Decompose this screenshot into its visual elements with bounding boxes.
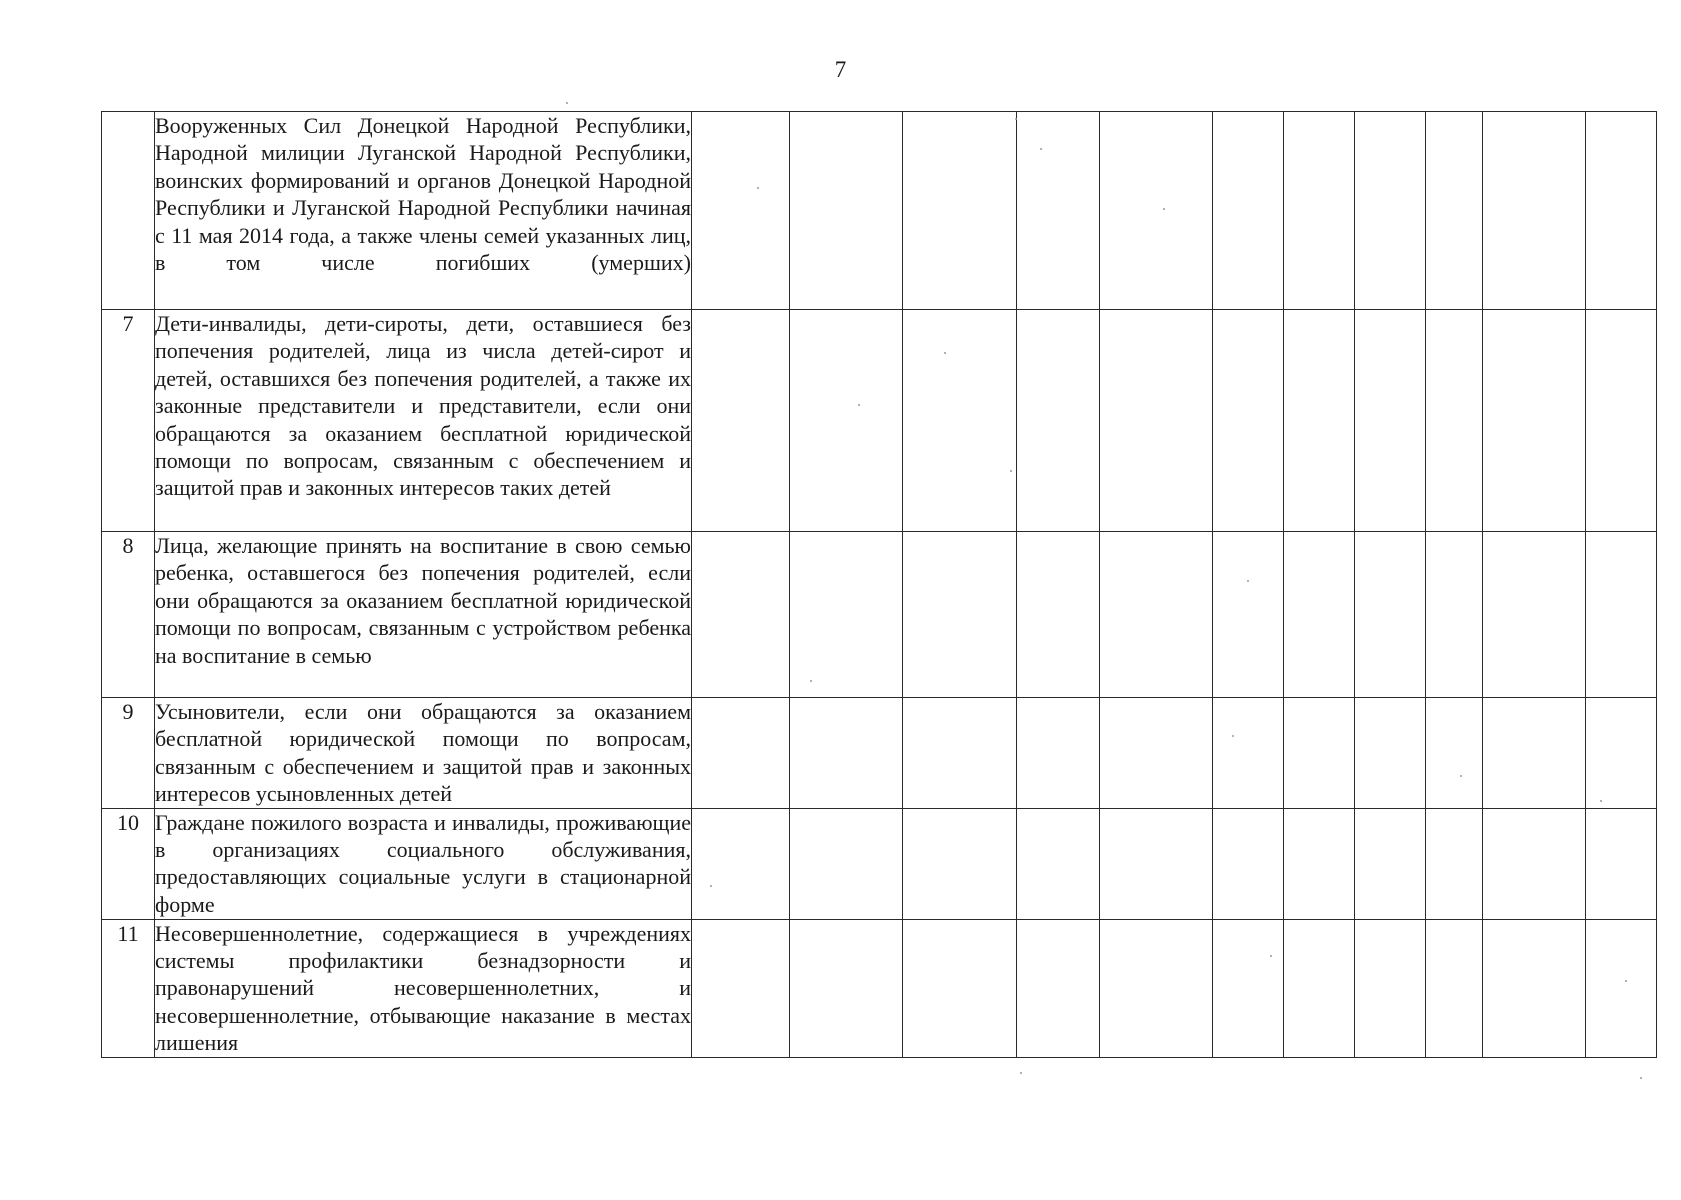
- scan-speck: [1270, 955, 1272, 957]
- empty-cell: [1483, 808, 1586, 919]
- empty-cell: [1017, 919, 1100, 1057]
- empty-cell: [1586, 919, 1657, 1057]
- empty-cell: [1355, 310, 1426, 532]
- empty-cell: [1355, 808, 1426, 919]
- table-row: [102, 112, 1657, 310]
- empty-cell: [1100, 919, 1213, 1057]
- empty-cell: [1017, 112, 1100, 310]
- empty-cell: [790, 532, 903, 698]
- empty-cell: [1483, 112, 1586, 310]
- scan-speck: [1163, 208, 1165, 210]
- empty-cell: [1483, 919, 1586, 1057]
- empty-cell: [1284, 532, 1355, 698]
- empty-cell: [692, 532, 790, 698]
- empty-cell: [1355, 698, 1426, 809]
- table-row: [102, 532, 1657, 698]
- scan-speck: [1015, 118, 1017, 120]
- empty-cell: [1213, 112, 1284, 310]
- empty-cell: [1355, 532, 1426, 698]
- scan-speck: [944, 352, 946, 354]
- empty-cell: [1213, 698, 1284, 809]
- scan-speck: [1625, 980, 1627, 982]
- empty-cell: [1426, 310, 1483, 532]
- empty-cell: [1284, 698, 1355, 809]
- empty-cell: [1426, 808, 1483, 919]
- scan-speck: [1640, 1077, 1642, 1079]
- empty-cell: [1355, 919, 1426, 1057]
- empty-cell: [1426, 532, 1483, 698]
- empty-cell: [1586, 112, 1657, 310]
- scan-speck: [1020, 1072, 1022, 1074]
- scan-speck: [1600, 800, 1602, 802]
- empty-cell: [1284, 112, 1355, 310]
- empty-cell: [1284, 310, 1355, 532]
- row-number: 8: [102, 532, 155, 698]
- empty-cell: [903, 808, 1017, 919]
- table-row: [102, 698, 1657, 809]
- row-number: [102, 112, 155, 310]
- row-number: 7: [102, 310, 155, 532]
- table-row: [102, 808, 1657, 919]
- empty-cell: [1284, 919, 1355, 1057]
- empty-cell: [1100, 808, 1213, 919]
- empty-cell: [1483, 310, 1586, 532]
- scan-speck: [710, 885, 712, 887]
- empty-cell: [1017, 808, 1100, 919]
- row-number: 10: [102, 808, 155, 919]
- row-number: 9: [102, 698, 155, 809]
- beneficiaries-table: [101, 111, 1657, 1058]
- empty-cell: [1586, 808, 1657, 919]
- scan-speck: [858, 404, 860, 406]
- row-description: Граждане пожилого возраста и инвалиды, проживающие в организациях социального обслуживания, предоставляющих социальные услуги в стационарной форме: [155, 808, 692, 919]
- empty-cell: [1213, 532, 1284, 698]
- row-description: Усыновители, если они обращаются за оказанием бесплатной юридической помощи по вопросам, связанным с обеспечением и защитой прав и законных интересов усыновленных детей: [155, 699, 691, 807]
- row-description: Несовершеннолетние, содержащиеся в учреждениях системы профилактики безнадзорности и правонарушений несовершеннолетних, и несовершеннолетние, отбывающие наказание в местах лишения: [155, 920, 691, 1056]
- empty-cell: [1483, 698, 1586, 809]
- table-row: [102, 310, 1657, 532]
- scan-speck: [757, 187, 759, 189]
- empty-cell: [692, 310, 790, 532]
- empty-cell: [903, 698, 1017, 809]
- empty-cell: [692, 112, 790, 310]
- empty-cell: [903, 532, 1017, 698]
- empty-cell: [1100, 112, 1213, 310]
- empty-cell: [1586, 698, 1657, 809]
- empty-cell: [1284, 808, 1355, 919]
- empty-cell: [1586, 532, 1657, 698]
- empty-cell: [1100, 310, 1213, 532]
- empty-cell: [692, 919, 790, 1057]
- empty-cell: [692, 698, 790, 809]
- empty-cell: [903, 919, 1017, 1057]
- empty-cell: [1017, 532, 1100, 698]
- empty-cell: [1426, 919, 1483, 1057]
- table-row: [102, 919, 1657, 1057]
- empty-cell: [790, 808, 903, 919]
- empty-cell: [1426, 698, 1483, 809]
- empty-cell: [903, 112, 1017, 310]
- empty-cell: [1586, 310, 1657, 532]
- table-body: [102, 112, 1657, 1058]
- scan-speck: [1232, 735, 1234, 737]
- row-number: 11: [102, 919, 155, 1057]
- empty-cell: [1017, 698, 1100, 809]
- empty-cell: [790, 919, 903, 1057]
- page-number: 7: [834, 57, 847, 82]
- empty-cell: [1213, 310, 1284, 532]
- row-description: Дети-инвалиды, дети-сироты, дети, оставшиеся без попечения родителей, лица из числа детей-сирот и детей, оставшихся без попечения родителей, а также их законные представители и представители, если они обращаются за оказанием бесплатной юридической помощи по вопросам, связанным с обеспечением и защитой прав и законных интересов таких детей: [155, 310, 692, 532]
- empty-cell: [790, 112, 903, 310]
- empty-cell: [1100, 532, 1213, 698]
- row-description: Вооруженных Сил Донецкой Народной Республики, Народной милиции Луганской Народной Республики, воинских формирований и органов Донецкой Народной Республики и Луганской Народной Республики начиная с 11 мая 2014 года, а также члены семей указанных лиц, в том числе погибших (умерших): [155, 112, 692, 310]
- row-description: Лица, желающие принять на воспитание в свою семью ребенка, оставшегося без попечения родителей, если они обращаются за оказанием бесплатной юридической помощи по вопросам, связанным с устройством ребенка на воспитание в семью: [155, 532, 692, 698]
- empty-cell: [1100, 698, 1213, 809]
- scan-speck: [1010, 470, 1012, 472]
- scan-speck: [566, 102, 568, 104]
- empty-cell: [1483, 532, 1586, 698]
- empty-cell: [1426, 112, 1483, 310]
- empty-cell: [903, 310, 1017, 532]
- scan-speck: [1247, 580, 1249, 582]
- empty-cell: [790, 310, 903, 532]
- empty-cell: [790, 698, 903, 809]
- empty-cell: [1213, 919, 1284, 1057]
- empty-cell: [1213, 808, 1284, 919]
- empty-cell: [1355, 112, 1426, 310]
- scan-speck: [810, 680, 812, 682]
- empty-cell: [1017, 310, 1100, 532]
- scan-speck: [1040, 148, 1042, 150]
- scan-speck: [1460, 775, 1462, 777]
- empty-cell: [692, 808, 790, 919]
